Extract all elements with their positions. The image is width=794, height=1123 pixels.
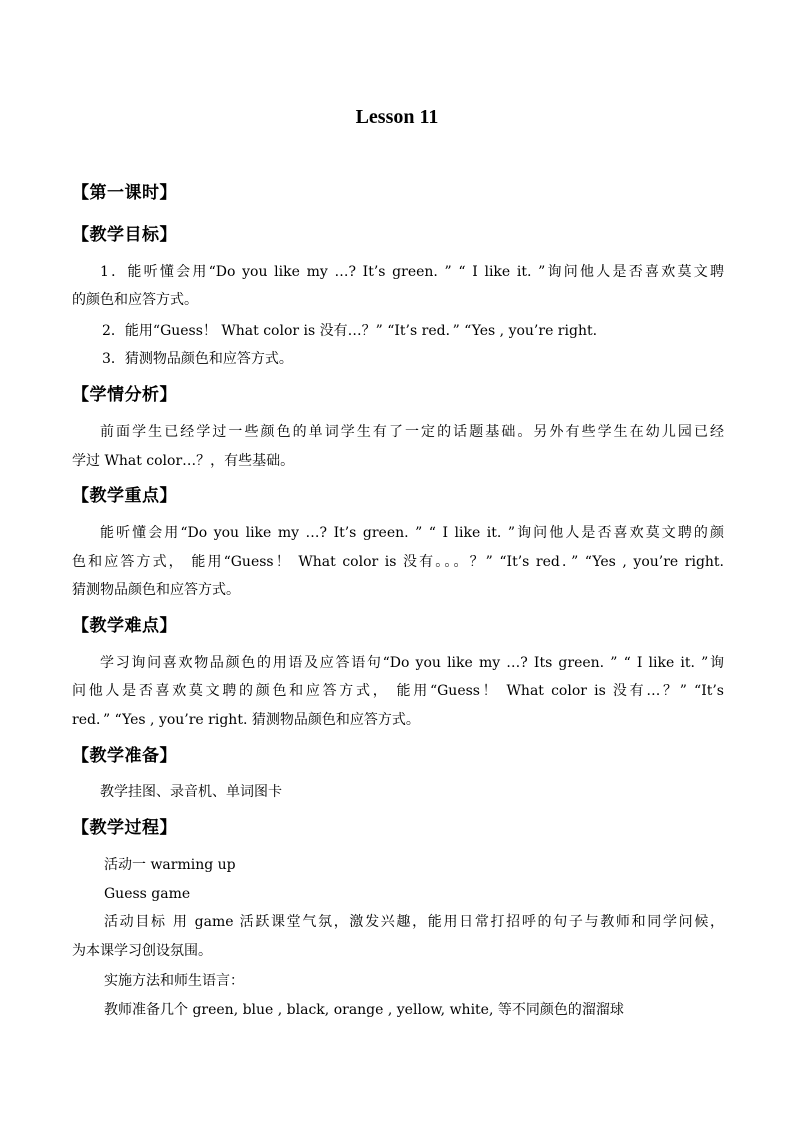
heading-key-points: 【教学重点】 bbox=[72, 486, 177, 506]
difficulties-line-2: 问他人是否喜欢莫文聘的颜色和应答方式， 能用“Guess！ What color is 没有…？” “It’s bbox=[72, 683, 724, 699]
heading-period: 【第一课时】 bbox=[72, 183, 177, 203]
objectives-line-4: 3．猜测物品颜色和应答方式。 bbox=[102, 351, 293, 367]
key-points-line-2: 色和应答方式， 能用“Guess！ What color is 没有。。。？” “It’s red．” “Yes , you’re right. bbox=[72, 554, 724, 570]
heading-analysis: 【学情分析】 bbox=[72, 385, 177, 405]
preparation-line-1: 教学挂图、录音机、单词图卡 bbox=[100, 784, 282, 800]
process-activity-1: 活动一 warming up bbox=[104, 857, 236, 873]
heading-difficulties: 【教学难点】 bbox=[72, 616, 177, 636]
process-goal-line-1: 活动目标 用 game 活跃课堂气氛，激发兴趣，能用日常打招呼的句子与教师和同学问候， bbox=[104, 914, 724, 930]
objectives-line-2: 的颜色和应答方式。 bbox=[72, 292, 198, 308]
process-guess-game: Guess game bbox=[104, 886, 191, 902]
key-points-line-1: 能听懂会用“Do you like my …? It’s green. ” “ I like it. ”询问他人是否喜欢莫文聘的颜 bbox=[100, 525, 724, 541]
analysis-line-2: 学过 What color…？，有些基础。 bbox=[72, 453, 295, 469]
heading-objectives: 【教学目标】 bbox=[72, 225, 177, 245]
difficulties-line-3: red．” “Yes , you’re right. 猜测物品颜色和应答方式。 bbox=[72, 712, 420, 728]
heading-process: 【教学过程】 bbox=[72, 818, 177, 838]
process-goal-line-2: 为本课学习创设氛围。 bbox=[72, 943, 212, 959]
analysis-line-1: 前面学生已经学过一些颜色的单词学生有了一定的话题基础。另外有些学生在幼儿园已经 bbox=[100, 424, 724, 440]
objectives-line-3: 2．能用“Guess！ What color is 没有…？” “It’s red．” “Yes , you’re right. bbox=[102, 323, 598, 339]
process-teacher-prep: 教师准备几个 green, blue , black, orange , yellow, white, 等不同颜色的溜溜球 bbox=[104, 1002, 624, 1018]
difficulties-line-1: 学习询问喜欢物品颜色的用语及应答语句“Do you like my …? Its green. ” “ I like it. ”询 bbox=[100, 655, 724, 671]
process-method: 实施方法和师生语言： bbox=[104, 973, 244, 989]
key-points-line-3: 猜测物品颜色和应答方式。 bbox=[72, 582, 240, 598]
objectives-line-1: 1．能听懂会用“Do you like my …? It’s green. ” “ I like it. ”询问他人是否喜欢莫文聘 bbox=[100, 264, 724, 280]
heading-preparation: 【教学准备】 bbox=[72, 746, 177, 766]
page-title: Lesson 11 bbox=[355, 106, 439, 128]
